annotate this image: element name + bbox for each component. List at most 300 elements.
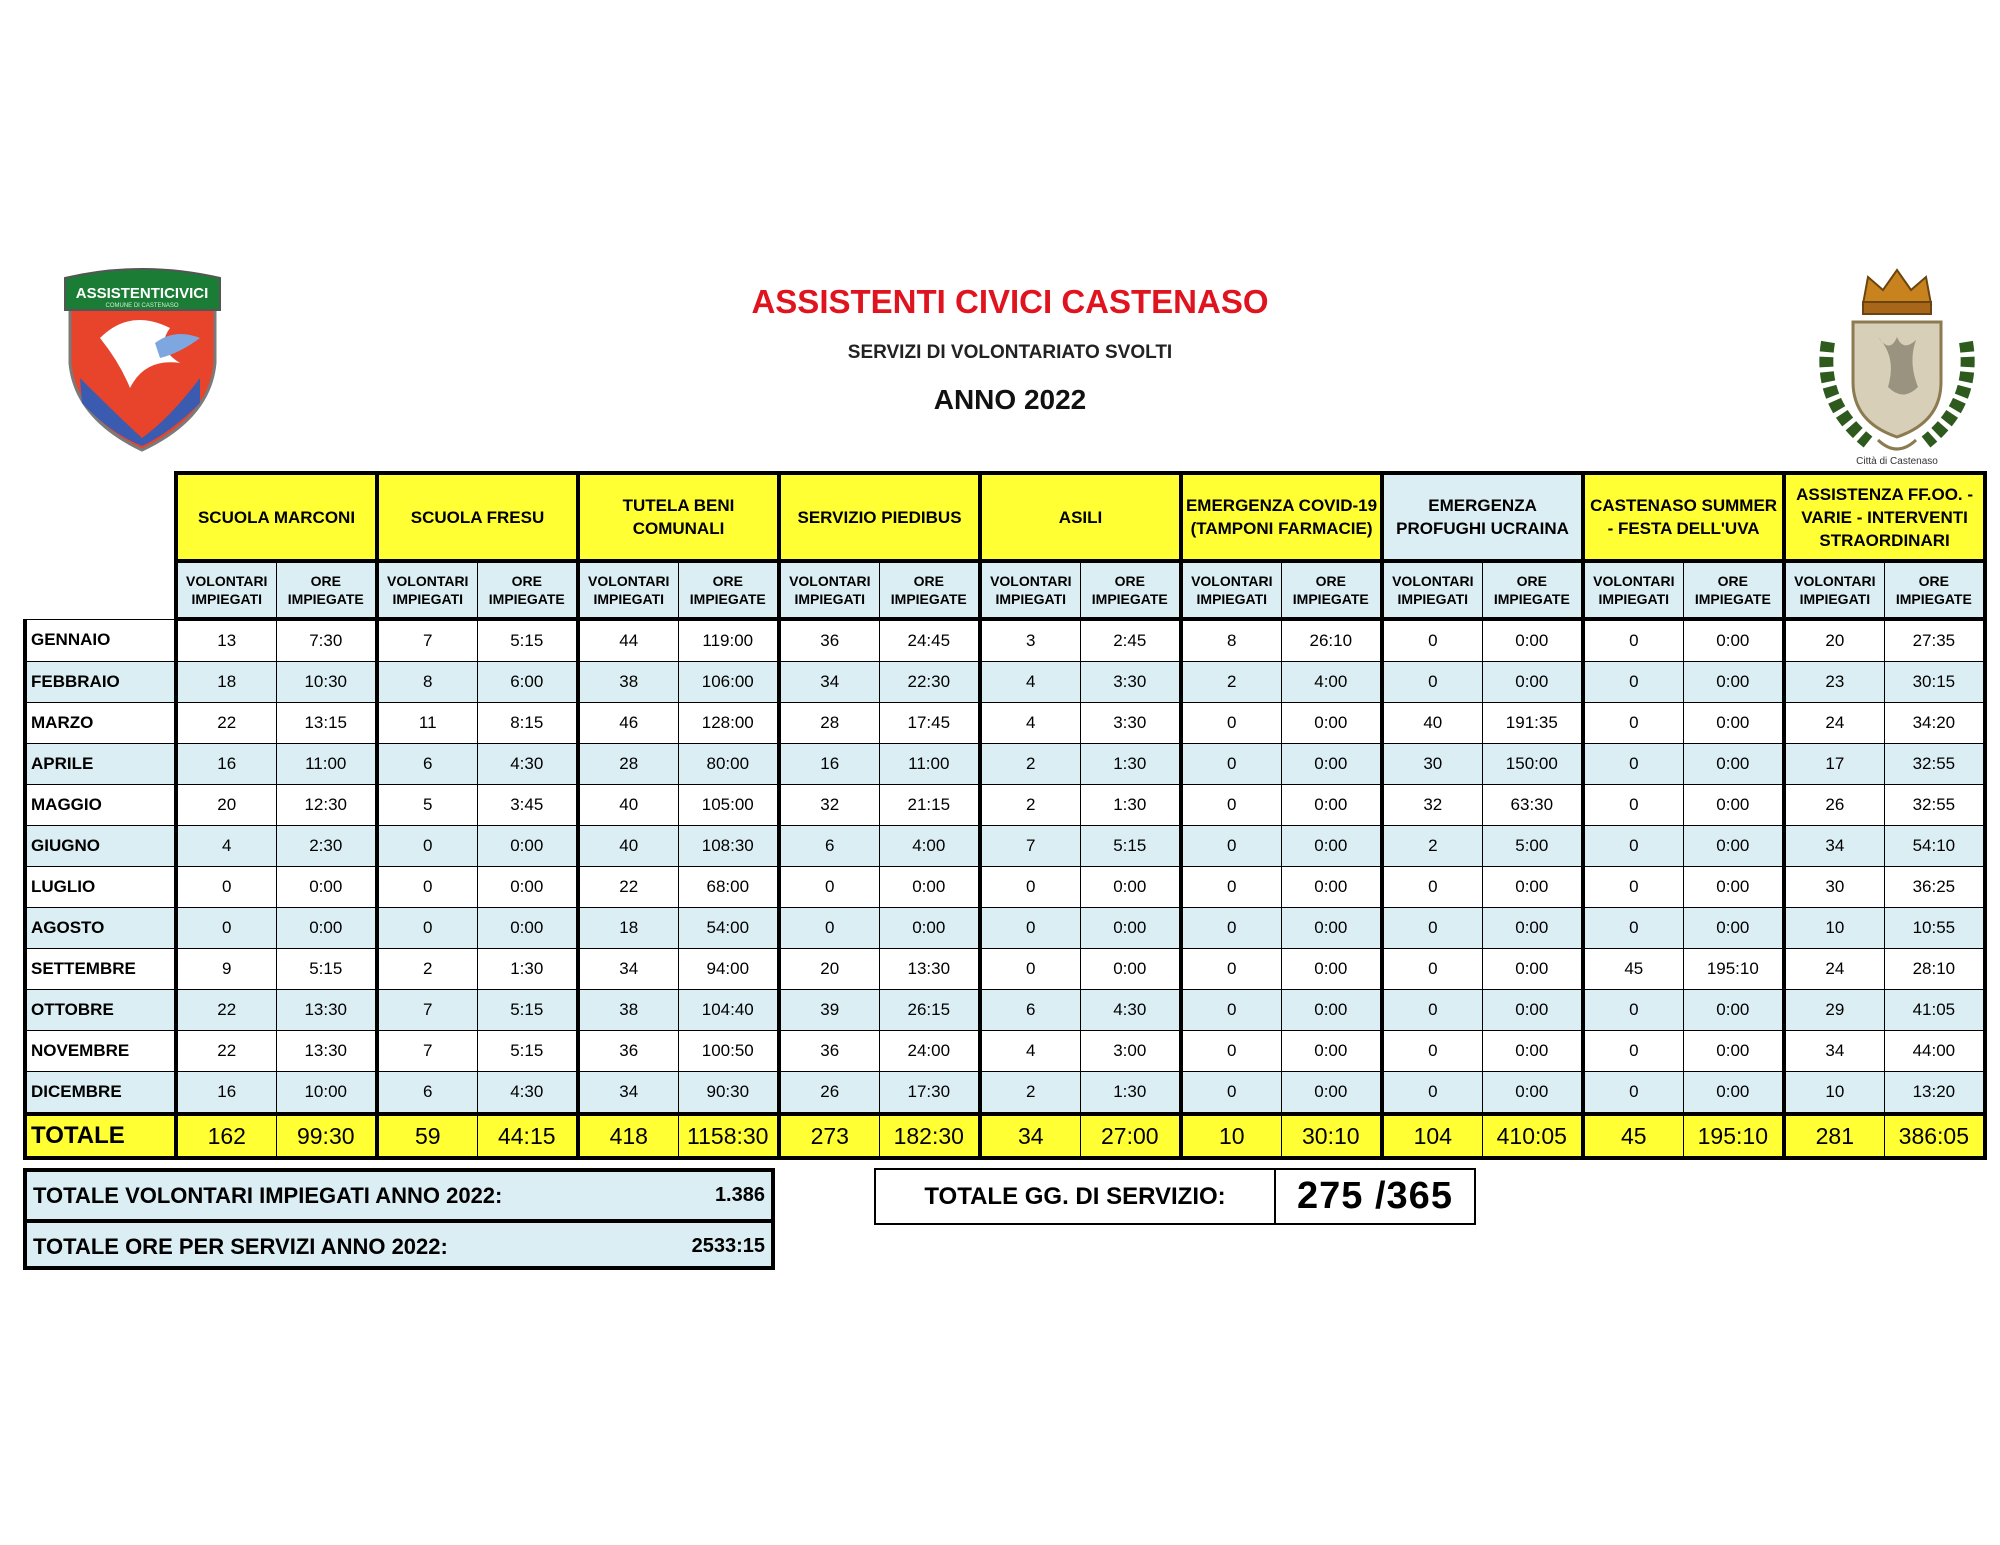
section-header: TUTELA BENI COMUNALI [578, 473, 779, 561]
hours-cell: 4:00 [1281, 662, 1382, 703]
page-title: ASSISTENTI CIVICI CASTENASO [751, 283, 1269, 320]
hours-cell: 6:00 [477, 662, 578, 703]
hours-cell: 10:55 [1884, 908, 1985, 949]
hours-cell: 11:00 [276, 744, 377, 785]
section-header: EMERGENZA COVID-19 (TAMPONI FARMACIE) [1181, 473, 1382, 561]
page-year: ANNO 2022 [933, 384, 1087, 415]
hours-cell: 0:00 [1683, 867, 1784, 908]
volunteers-cell: 0 [1583, 619, 1683, 662]
volunteers-cell: 29 [1784, 990, 1884, 1031]
hours-cell: 10:00 [276, 1072, 377, 1115]
table-body [25, 619, 1985, 1158]
volunteers-cell: 24 [1784, 703, 1884, 744]
hours-cell: 0:00 [1281, 744, 1382, 785]
hours-cell: 0:00 [1482, 949, 1583, 990]
hours-cell: 0:00 [1683, 619, 1784, 662]
volunteers-cell: 17 [1784, 744, 1884, 785]
volunteers-cell: 0 [1583, 744, 1683, 785]
volunteers-cell: 6 [377, 1072, 477, 1115]
sub-header-volunteers: VOLONTARI IMPIEGATI [578, 561, 678, 619]
hours-cell: 0:00 [1281, 908, 1382, 949]
hours-cell: 24:00 [879, 1031, 980, 1072]
volunteers-cell: 0 [1181, 744, 1281, 785]
service-days-box [874, 1168, 1476, 1225]
hours-cell: 108:30 [678, 826, 779, 867]
table-row [25, 619, 1985, 662]
volunteers-cell: 3 [980, 619, 1080, 662]
hours-cell: 7:30 [276, 619, 377, 662]
hours-cell: 26:10 [1281, 619, 1382, 662]
hours-cell: 32:55 [1884, 744, 1985, 785]
volunteers-cell: 30 [1784, 867, 1884, 908]
volunteers-cell: 0 [980, 908, 1080, 949]
hours-cell: 0:00 [1683, 826, 1784, 867]
hours-cell: 8:15 [477, 703, 578, 744]
volunteers-cell: 16 [176, 744, 276, 785]
hours-cell: 3:30 [1080, 703, 1181, 744]
sub-header-volunteers: VOLONTARI IMPIEGATI [779, 561, 879, 619]
hours-cell: 0:00 [1482, 662, 1583, 703]
hours-cell: 191:35 [1482, 703, 1583, 744]
hours-cell: 17:45 [879, 703, 980, 744]
corner-blank [25, 561, 176, 619]
total-hours-cell: 182:30 [879, 1114, 980, 1158]
volunteers-cell: 11 [377, 703, 477, 744]
month-label: GENNAIO [25, 619, 176, 662]
volunteers-cell: 40 [1382, 703, 1482, 744]
table-row [25, 867, 1985, 908]
sub-header-volunteers: VOLONTARI IMPIEGATI [176, 561, 276, 619]
volunteers-cell: 8 [1181, 619, 1281, 662]
sub-header-hours: ORE IMPIEGATE [1482, 561, 1583, 619]
hours-cell: 1:30 [477, 949, 578, 990]
volunteers-cell: 9 [176, 949, 276, 990]
hours-cell: 13:30 [276, 990, 377, 1031]
section-header: SCUOLA FRESU [377, 473, 578, 561]
month-label: GIUGNO [25, 826, 176, 867]
hours-cell: 3:45 [477, 785, 578, 826]
volunteers-cell: 10 [1784, 1072, 1884, 1115]
hours-cell: 34:20 [1884, 703, 1985, 744]
volunteers-cell: 24 [1784, 949, 1884, 990]
volunteers-cell: 0 [1583, 826, 1683, 867]
hours-cell: 0:00 [1683, 662, 1784, 703]
volunteers-cell: 4 [980, 662, 1080, 703]
hours-cell: 0:00 [1281, 785, 1382, 826]
total-volunteers-cell: 59 [377, 1114, 477, 1158]
hours-cell: 44:00 [1884, 1031, 1985, 1072]
hours-cell: 54:10 [1884, 826, 1985, 867]
hours-cell: 0:00 [1281, 703, 1382, 744]
hours-cell: 0:00 [1683, 785, 1784, 826]
sub-header-hours: ORE IMPIEGATE [1683, 561, 1784, 619]
table-row [25, 949, 1985, 990]
hours-cell: 21:15 [879, 785, 980, 826]
hours-cell: 0:00 [276, 908, 377, 949]
volunteers-cell: 7 [377, 990, 477, 1031]
table-row [25, 990, 1985, 1031]
volunteers-cell: 0 [1181, 826, 1281, 867]
table-row [25, 1072, 1985, 1115]
table-row [25, 1031, 1985, 1072]
total-volunteers-cell: 273 [779, 1114, 879, 1158]
volunteers-cell: 0 [1181, 990, 1281, 1031]
table-row [25, 662, 1985, 703]
hours-cell: 1:30 [1080, 785, 1181, 826]
month-label: LUGLIO [25, 867, 176, 908]
total-volunteers-cell: 418 [578, 1114, 678, 1158]
volunteers-cell: 0 [1583, 785, 1683, 826]
total-volunteers-cell: 281 [1784, 1114, 1884, 1158]
volunteers-cell: 0 [1583, 1031, 1683, 1072]
hours-cell: 0:00 [1482, 867, 1583, 908]
volunteers-cell: 0 [1382, 1031, 1482, 1072]
summary-hours-row [27, 1223, 771, 1270]
total-hours-cell: 99:30 [276, 1114, 377, 1158]
assistenti-civici-logo [60, 268, 225, 453]
section-header: EMERGENZA PROFUGHI UCRAINA [1382, 473, 1583, 561]
hours-cell: 0:00 [276, 867, 377, 908]
hours-cell: 195:10 [1683, 949, 1784, 990]
volunteers-cell: 4 [980, 1031, 1080, 1072]
total-volunteers-cell: 162 [176, 1114, 276, 1158]
hours-cell: 0:00 [1683, 990, 1784, 1031]
logo-text: ASSISTENTICIVICI [75, 285, 209, 302]
hours-cell: 4:00 [879, 826, 980, 867]
month-label: MARZO [25, 703, 176, 744]
volunteers-cell: 4 [980, 703, 1080, 744]
hours-cell: 41:05 [1884, 990, 1985, 1031]
total-volunteers-cell: 104 [1382, 1114, 1482, 1158]
volunteers-cell: 6 [377, 744, 477, 785]
hours-cell: 68:00 [678, 867, 779, 908]
volunteers-cell: 0 [176, 908, 276, 949]
summary-volunteers-label: TOTALE VOLONTARI IMPIEGATI ANNO 2022: [33, 1182, 503, 1208]
month-label: DICEMBRE [25, 1072, 176, 1115]
volunteers-cell: 0 [1181, 867, 1281, 908]
volunteers-cell: 2 [980, 1072, 1080, 1115]
volunteers-cell: 36 [779, 1031, 879, 1072]
volunteers-cell: 0 [377, 867, 477, 908]
volunteers-cell: 0 [176, 867, 276, 908]
hours-cell: 54:00 [678, 908, 779, 949]
hours-cell: 0:00 [879, 908, 980, 949]
volunteers-cell: 40 [578, 826, 678, 867]
month-label: SETTEMBRE [25, 949, 176, 990]
hours-cell: 26:15 [879, 990, 980, 1031]
volunteers-cell: 45 [1583, 949, 1683, 990]
volunteers-cell: 32 [779, 785, 879, 826]
total-hours-cell: 44:15 [477, 1114, 578, 1158]
hours-cell: 119:00 [678, 619, 779, 662]
hours-cell: 100:50 [678, 1031, 779, 1072]
sub-header-volunteers: VOLONTARI IMPIEGATI [1181, 561, 1281, 619]
volunteers-cell: 13 [176, 619, 276, 662]
section-header: SCUOLA MARCONI [176, 473, 377, 561]
hours-cell: 1:30 [1080, 744, 1181, 785]
sub-header-volunteers: VOLONTARI IMPIEGATI [980, 561, 1080, 619]
hours-cell: 106:00 [678, 662, 779, 703]
hours-cell: 13:30 [276, 1031, 377, 1072]
volunteers-cell: 0 [1583, 867, 1683, 908]
total-hours-cell: 27:00 [1080, 1114, 1181, 1158]
summary-volunteers-value: 1.386 [714, 1184, 765, 1206]
total-volunteers-cell: 45 [1583, 1114, 1683, 1158]
volunteers-cell: 0 [1583, 703, 1683, 744]
hours-cell: 0:00 [879, 867, 980, 908]
summary-hours-label: TOTALE ORE PER SERVIZI ANNO 2022: [33, 1233, 448, 1259]
hours-cell: 0:00 [1482, 1031, 1583, 1072]
sub-header-volunteers: VOLONTARI IMPIEGATI [1382, 561, 1482, 619]
hours-cell: 0:00 [1080, 908, 1181, 949]
hours-cell: 0:00 [1281, 949, 1382, 990]
logo-subtext: COMUNE DI CASTENASO [105, 303, 179, 309]
sub-header-volunteers: VOLONTARI IMPIEGATI [1583, 561, 1683, 619]
volunteers-cell: 26 [1784, 785, 1884, 826]
volunteers-cell: 0 [1583, 662, 1683, 703]
hours-cell: 80:00 [678, 744, 779, 785]
hours-cell: 90:30 [678, 1072, 779, 1115]
hours-cell: 105:00 [678, 785, 779, 826]
hours-cell: 2:30 [276, 826, 377, 867]
summary-box [23, 1168, 775, 1270]
volunteers-cell: 5 [377, 785, 477, 826]
volunteers-cell: 0 [1181, 1031, 1281, 1072]
total-hours-cell: 386:05 [1884, 1114, 1985, 1158]
volunteers-cell: 0 [1583, 908, 1683, 949]
volunteers-cell: 36 [779, 619, 879, 662]
page-subtitle: SERVIZI DI VOLONTARIATO SVOLTI [847, 342, 1173, 363]
hours-cell: 22:30 [879, 662, 980, 703]
volunteers-cell: 18 [578, 908, 678, 949]
volunteers-cell: 30 [1382, 744, 1482, 785]
hours-cell: 0:00 [1281, 1031, 1382, 1072]
sub-header-hours: ORE IMPIEGATE [477, 561, 578, 619]
sub-header-row [25, 561, 1985, 619]
volunteers-cell: 26 [779, 1072, 879, 1115]
sub-header-hours: ORE IMPIEGATE [879, 561, 980, 619]
volunteers-cell: 10 [1784, 908, 1884, 949]
volunteers-cell: 2 [1382, 826, 1482, 867]
hours-cell: 0:00 [1482, 908, 1583, 949]
table-row [25, 826, 1985, 867]
services-table [23, 471, 1987, 1160]
volunteers-cell: 2 [980, 744, 1080, 785]
hours-cell: 0:00 [1683, 1072, 1784, 1115]
hours-cell: 36:25 [1884, 867, 1985, 908]
sub-header-volunteers: VOLONTARI IMPIEGATI [377, 561, 477, 619]
hours-cell: 0:00 [1281, 867, 1382, 908]
volunteers-cell: 0 [1181, 908, 1281, 949]
volunteers-cell: 7 [377, 619, 477, 662]
month-label: AGOSTO [25, 908, 176, 949]
hours-cell: 12:30 [276, 785, 377, 826]
sub-header-hours: ORE IMPIEGATE [1080, 561, 1181, 619]
hours-cell: 0:00 [1281, 826, 1382, 867]
hours-cell: 104:40 [678, 990, 779, 1031]
volunteers-cell: 0 [980, 949, 1080, 990]
hours-cell: 32:55 [1884, 785, 1985, 826]
hours-cell: 150:00 [1482, 744, 1583, 785]
hours-cell: 3:00 [1080, 1031, 1181, 1072]
total-hours-cell: 410:05 [1482, 1114, 1583, 1158]
month-label: NOVEMBRE [25, 1031, 176, 1072]
sub-header-volunteers: VOLONTARI IMPIEGATI [1784, 561, 1884, 619]
volunteers-cell: 8 [377, 662, 477, 703]
summary-volunteers-row [27, 1172, 771, 1223]
hours-cell: 13:20 [1884, 1072, 1985, 1115]
section-header: ASSISTENZA FF.OO. - VARIE - INTERVENTI STRAORDINARI [1784, 473, 1985, 561]
volunteers-cell: 6 [980, 990, 1080, 1031]
volunteers-cell: 34 [578, 949, 678, 990]
hours-cell: 5:15 [477, 1031, 578, 1072]
total-volunteers-cell: 34 [980, 1114, 1080, 1158]
volunteers-cell: 0 [1382, 867, 1482, 908]
volunteers-cell: 6 [779, 826, 879, 867]
corner-blank [25, 473, 176, 561]
volunteers-cell: 46 [578, 703, 678, 744]
hours-cell: 3:30 [1080, 662, 1181, 703]
hours-cell: 4:30 [477, 1072, 578, 1115]
volunteers-cell: 7 [377, 1031, 477, 1072]
volunteers-cell: 34 [1784, 826, 1884, 867]
volunteers-cell: 2 [377, 949, 477, 990]
volunteers-cell: 22 [578, 867, 678, 908]
volunteers-cell: 34 [779, 662, 879, 703]
hours-cell: 0:00 [1683, 703, 1784, 744]
volunteers-cell: 0 [1382, 662, 1482, 703]
service-days-value: 275 /365 [1297, 1175, 1453, 1217]
volunteers-cell: 0 [1382, 619, 1482, 662]
hours-cell: 24:45 [879, 619, 980, 662]
volunteers-cell: 4 [176, 826, 276, 867]
volunteers-cell: 28 [578, 744, 678, 785]
volunteers-cell: 0 [1583, 990, 1683, 1031]
volunteers-cell: 0 [1382, 949, 1482, 990]
hours-cell: 5:15 [1080, 826, 1181, 867]
hours-cell: 30:15 [1884, 662, 1985, 703]
table-row [25, 785, 1985, 826]
month-label: APRILE [25, 744, 176, 785]
sub-header-hours: ORE IMPIEGATE [1281, 561, 1382, 619]
hours-cell: 0:00 [1281, 990, 1382, 1031]
hours-cell: 5:15 [477, 990, 578, 1031]
volunteers-cell: 7 [980, 826, 1080, 867]
hours-cell: 1:30 [1080, 1072, 1181, 1115]
volunteers-cell: 38 [578, 990, 678, 1031]
table-row [25, 908, 1985, 949]
hours-cell: 17:30 [879, 1072, 980, 1115]
month-label: FEBBRAIO [25, 662, 176, 703]
sub-header-hours: ORE IMPIEGATE [1884, 561, 1985, 619]
total-hours-cell: 1158:30 [678, 1114, 779, 1158]
hours-cell: 0:00 [1683, 1031, 1784, 1072]
hours-cell: 11:00 [879, 744, 980, 785]
volunteers-cell: 22 [176, 1031, 276, 1072]
hours-cell: 27:35 [1884, 619, 1985, 662]
total-row [25, 1114, 1985, 1158]
volunteers-cell: 2 [1181, 662, 1281, 703]
volunteers-cell: 16 [779, 744, 879, 785]
volunteers-cell: 34 [578, 1072, 678, 1115]
hours-cell: 0:00 [1683, 744, 1784, 785]
total-hours-cell: 30:10 [1281, 1114, 1382, 1158]
volunteers-cell: 32 [1382, 785, 1482, 826]
volunteers-cell: 36 [578, 1031, 678, 1072]
volunteers-cell: 20 [176, 785, 276, 826]
hours-cell: 0:00 [1482, 990, 1583, 1031]
hours-cell: 13:15 [276, 703, 377, 744]
hours-cell: 4:30 [1080, 990, 1181, 1031]
hours-cell: 5:15 [477, 619, 578, 662]
volunteers-cell: 38 [578, 662, 678, 703]
section-header-row [25, 473, 1985, 561]
hours-cell: 94:00 [678, 949, 779, 990]
volunteers-cell: 16 [176, 1072, 276, 1115]
volunteers-cell: 44 [578, 619, 678, 662]
volunteers-cell: 0 [1382, 990, 1482, 1031]
summary-hours-value: 2533:15 [691, 1235, 765, 1257]
volunteers-cell: 0 [1181, 949, 1281, 990]
volunteers-cell: 20 [779, 949, 879, 990]
volunteers-cell: 0 [1382, 1072, 1482, 1115]
total-label: TOTALE [25, 1114, 176, 1158]
hours-cell: 0:00 [1080, 949, 1181, 990]
volunteers-cell: 0 [779, 908, 879, 949]
hours-cell: 0:00 [1482, 619, 1583, 662]
volunteers-cell: 0 [1583, 1072, 1683, 1115]
month-label: OTTOBRE [25, 990, 176, 1031]
volunteers-cell: 0 [1181, 785, 1281, 826]
hours-cell: 13:30 [879, 949, 980, 990]
volunteers-cell: 0 [1181, 703, 1281, 744]
table-row [25, 744, 1985, 785]
hours-cell: 10:30 [276, 662, 377, 703]
hours-cell: 28:10 [1884, 949, 1985, 990]
total-hours-cell: 195:10 [1683, 1114, 1784, 1158]
volunteers-cell: 0 [1181, 1072, 1281, 1115]
volunteers-cell: 0 [1382, 908, 1482, 949]
hours-cell: 63:30 [1482, 785, 1583, 826]
sub-header-hours: ORE IMPIEGATE [276, 561, 377, 619]
hours-cell: 0:00 [1080, 867, 1181, 908]
hours-cell: 0:00 [477, 867, 578, 908]
volunteers-cell: 0 [980, 867, 1080, 908]
section-header: CASTENASO SUMMER - FESTA DELL'UVA [1583, 473, 1784, 561]
hours-cell: 0:00 [477, 908, 578, 949]
coat-of-arms-caption: Città di Castenaso [1856, 456, 1938, 467]
hours-cell: 0:00 [1281, 1072, 1382, 1115]
volunteers-cell: 22 [176, 703, 276, 744]
volunteers-cell: 0 [779, 867, 879, 908]
volunteers-cell: 23 [1784, 662, 1884, 703]
hours-cell: 128:00 [678, 703, 779, 744]
castenaso-coat-of-arms [1808, 262, 1986, 462]
volunteers-cell: 0 [377, 908, 477, 949]
volunteers-cell: 0 [377, 826, 477, 867]
section-header: ASILI [980, 473, 1181, 561]
total-volunteers-cell: 10 [1181, 1114, 1281, 1158]
hours-cell: 2:45 [1080, 619, 1181, 662]
volunteers-cell: 2 [980, 785, 1080, 826]
hours-cell: 0:00 [477, 826, 578, 867]
sub-header-hours: ORE IMPIEGATE [678, 561, 779, 619]
hours-cell: 4:30 [477, 744, 578, 785]
volunteers-cell: 20 [1784, 619, 1884, 662]
section-header: SERVIZIO PIEDIBUS [779, 473, 980, 561]
volunteers-cell: 39 [779, 990, 879, 1031]
hours-cell: 0:00 [1683, 908, 1784, 949]
